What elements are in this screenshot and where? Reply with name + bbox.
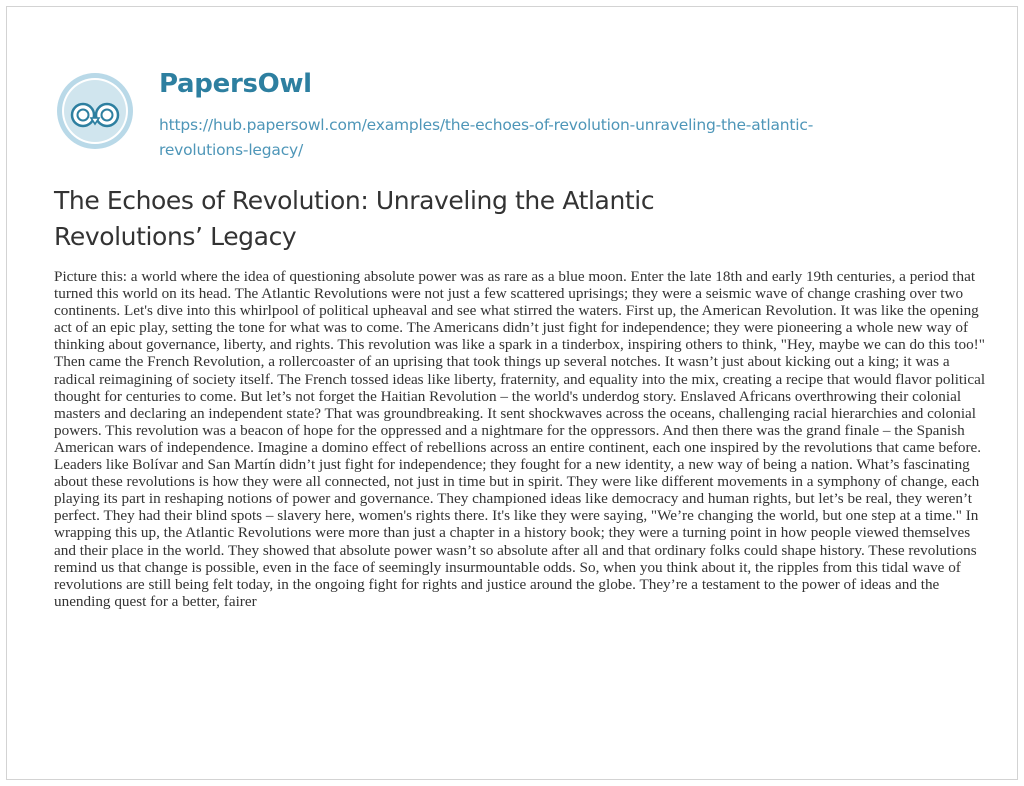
page-title-line-1: The Echoes of Revolution: Unraveling the Atlantic	[54, 186, 655, 215]
source-url-line-2[interactable]: revolutions-legacy/	[159, 141, 304, 159]
brand-name: PapersOwl	[159, 69, 312, 99]
owl-eyes-logo-icon	[55, 71, 135, 151]
source-url[interactable]	[159, 113, 919, 163]
source-url-line-1[interactable]: https://hub.papersowl.com/examples/the-echoes-of-revolution-unraveling-the-atlantic-	[159, 116, 814, 134]
site-header	[55, 65, 995, 165]
page-title-line-2: Revolutions’ Legacy	[54, 222, 297, 251]
article-body: Picture this: a world where the idea of questioning absolute power was as rare as a blue moon. Enter the late 18th and early 19th centuries, a period that turned this world on its head. The Atlantic Revolutions were not just a few scattered uprisings; they were a seismic wave of change crashing over two continents. Let's dive into this whirlpool of political upheaval and see what stirred the waters. First up, the American Revolution. It was like the opening act of an epic play, setting the tone for what was to come. The Americans didn’t just fight for independence; they were pioneering a whole new way of thinking about governance, liberty, and rights. This revolution was like a spark in a tinderbox, inspiring others to think, "Hey, maybe we can do this too!" Then came the French Revolution, a rollercoaster of an uprising that took things up several notches. It wasn’t just about kicking out a king; it was a radical reimagining of society itself. The French tossed ideas like liberty, fraternity, and equality into the mix, creating a recipe that would flavor political thought for centuries to come. But let’s not forget the Haitian Revolution – the world's underdog story. Enslaved Africans overthrowing their colonial masters and declaring an independent state? That was groundbreaking. It sent shockwaves across the oceans, challenging racial hierarchies and colonial powers. This revolution was a beacon of hope for the oppressed and a nightmare for the oppressors. And then there was the grand finale – the Spanish American wars of independence. Imagine a domino effect of rebellions across an entire continent, each one inspired by the revolutions that came before. Leaders like Bolívar and San Martín didn’t just fight for independence; they fought for a new identity, a new way of being a nation. What’s fascinating about these revolutions is how they were all connected, not just in time but in spirit. They were like different movements in a symphony of change, each playing its part in reshaping notions of power and governance. They championed ideas like democracy and human rights, but let’s be real, they weren’t perfect. They had their blind spots – slavery here, women's rights there. It's like they were saying, "We’re changing the world, but one step at a time." In wrapping this up, the Atlantic Revolutions were more than just a chapter in a history book; they were a turning point in how people viewed themselves and their place in the world. They showed that absolute power wasn’t so absolute after all and that ordinary folks could shape history. These revolutions remind us that change is possible, even in the face of seemingly insurmountable odds. So, when you think about it, the ripples from this tidal wave of revolutions are still being felt today, in the ongoing fight for rights and justice around the globe. They’re a testament to the power of ideas and the unending quest for a better, fairer	[54, 268, 986, 610]
page-frame	[6, 6, 1018, 780]
page-title	[54, 183, 854, 255]
